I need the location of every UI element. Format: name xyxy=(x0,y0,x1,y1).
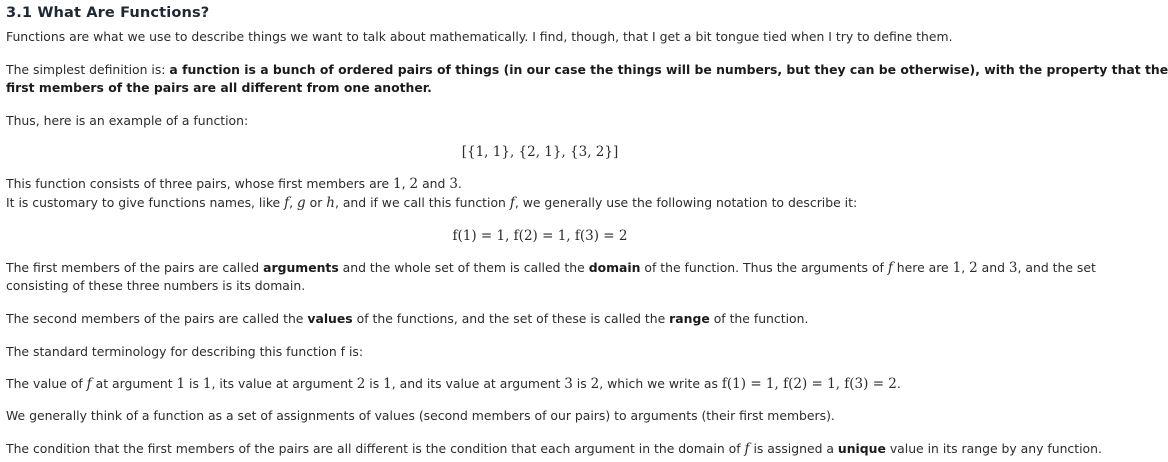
paragraph-assignments: We generally think of a function as a set of assignments of values (second members of our pairs) to arguments (their first members). xyxy=(6,408,835,423)
paragraph-example-intro: Thus, here is an example of a function: xyxy=(6,113,249,128)
paragraph-intro: Functions are what we use to describe things we want to talk about mathematically. I find, though, that I get a bit tongue tied when I try to define them. xyxy=(6,29,953,44)
equation-pairs: [{1, 1}, {2, 1}, {3, 2}] xyxy=(461,144,619,160)
paragraph-value-at-argument: The value of f at argument 1 is 1, its value at argument 2 is 1, and its value at argument 3 is 2, which we write as f(1) = 1, f(2) = 1, f(3) = 2. xyxy=(6,376,901,392)
paragraph-terminology: The standard terminology for describing this function f is: xyxy=(6,344,364,359)
paragraph-arguments-line2: consisting of these three numbers is its domain. xyxy=(6,278,306,293)
definition-lead: The simplest definition is: xyxy=(6,62,170,77)
paragraph-values: The second members of the pairs are called the values of the functions, and the set of these is called the range of the function. xyxy=(6,311,809,326)
paragraph-naming: It is customary to give functions names, like f, g or h, and if we call this function f, we generally use the following notation to describe it: xyxy=(6,195,858,211)
term-range: range xyxy=(669,311,710,326)
paragraph-arguments-line1: The first members of the pairs are called arguments and the whole set of them is called the domain of the function. Thus the arguments of f here are 1, 2 and 3, and the set xyxy=(6,260,1096,276)
paragraph-definition-line2 xyxy=(6,79,432,97)
section-title: 3.1 What Are Functions? xyxy=(6,4,210,21)
term-unique: unique xyxy=(837,441,886,456)
equation-notation: f(1) = 1, f(2) = 1, f(3) = 2 xyxy=(452,228,628,244)
paragraph-definition-line1 xyxy=(6,61,1168,79)
paragraph-unique-condition: The condition that the first members of the pairs are all different is the condition that each argument in the domain of f is assigned a unique value in its range by any function. xyxy=(6,441,1102,457)
term-values: values xyxy=(307,311,353,326)
paragraph-three-pairs: This function consists of three pairs, whose first members are 1, 2 and 3. xyxy=(6,176,462,192)
inline-equation: f(1) = 1, f(2) = 1, f(3) = 2 xyxy=(721,376,897,392)
term-arguments: arguments xyxy=(263,260,339,275)
definition-bold-part1: a function is a bunch of ordered pairs of things (in our case the things will be numbers, but they can be otherwise), with the property that the xyxy=(169,62,1168,77)
definition-bold-part2: first members of the pairs are all different from one another. xyxy=(6,80,432,95)
term-domain: domain xyxy=(588,260,641,275)
